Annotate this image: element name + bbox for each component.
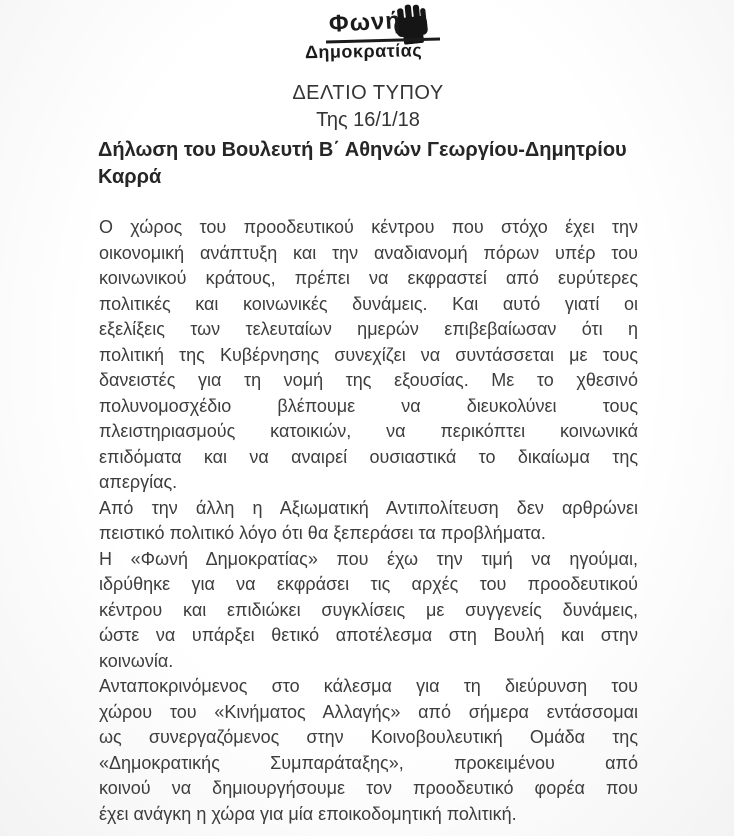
body-text-line: «Δημοκρατικής Συμπαράταξης», προκειμένου από [99, 752, 638, 773]
body-text-line: πλειστηριασμούς κατοικιών, να περικόπτει κοινωνικά [99, 421, 638, 441]
body-text-line: ώστε να υπάρξει θετικό αποτέλεσμα στη Βουλή και στην [99, 625, 638, 645]
body-text-line: απεργίας. [99, 472, 178, 492]
body-text-line: πολιτική της Κυβέρνησης συνεχίζει να συντάσσεται με τους [99, 344, 638, 365]
body-text-line: Ο χώρος του προοδευτικού κέντρου που στόχο έχει την [99, 217, 638, 237]
body-text-line: Η «Φωνή Δημοκρατίας» που έχω την τιμή να ηγούμαι, [99, 548, 638, 569]
body-text-line: Ανταποκρινόμενος στο κάλεσμα για τη διεύρυνση του [99, 676, 638, 696]
body-text-line: Από την άλλη η Αξιωματική Αντιπολίτευση δεν αρθρώνει [99, 497, 638, 518]
paragraph [99, 496, 638, 547]
paragraph [99, 674, 638, 827]
body-text-line: δανειστές για τη νομή της εξουσίας. Με το χθεσινό [99, 370, 638, 390]
party-logo [304, 2, 445, 63]
body-text-line: χώρου του «Κινήματος Αλλαγής» από σήμερα εντάσσομαι [99, 701, 638, 722]
body-text-line: κοινωνικού κράτους, πρέπει να εκφραστεί από ευρύτερες [99, 268, 638, 288]
body-text-line: έχει ανάγκη η χώρα για μία εποικοδομητική πολιτική. [99, 803, 517, 824]
logo-text-dimokratias: Δημοκρατίας [304, 40, 423, 63]
date-line: Της 16/1/18 [316, 109, 420, 131]
body-text-line: ως συνεργαζόμενος στην Κοινοβουλευτική Ομάδα της [99, 727, 638, 747]
body-text-line: πολυνομοσχέδιο βλέπουμε να διευκολύνει τους [99, 395, 638, 416]
document-type-heading: ΔΕΛΤΙΟ ΤΥΠΟΥ [292, 82, 444, 104]
body-text-line: επιδόματα και να αναιρεί ουσιαστικά το δικαίωμα της [99, 446, 638, 467]
statement-title-line2: Καρρά [98, 166, 162, 188]
body-text-line: ιδρύθηκε για να εκφράσει τις αρχές του προοδευτικού [99, 574, 638, 594]
body-text-line: πειστικό πολιτικό λόγο ότι θα ξεπεράσει τα προβλήματα. [99, 523, 546, 543]
statement-title-line1: Δήλωση του Βουλευτή Β΄ Αθηνών Γεωργίου-Δημητρίου [98, 139, 627, 161]
logo-text-foni: Φωνή [328, 7, 402, 38]
body-text-line: εξελίξεις των τελευταίων ημερών επιβεβαίωσαν ότι η [99, 319, 638, 339]
paragraph [99, 547, 638, 675]
statement-title [98, 137, 638, 191]
body-text-line: πολιτικές και κοινωνικές δυνάμεις. Και αυτό γιατί οι [99, 293, 638, 314]
body-text-line: κοινού να δημιουργήσουμε τον προοδευτικό φορέα που [99, 778, 638, 798]
document-header [98, 79, 638, 191]
body-text-line: οικονομική ανάπτυξη και την αναδιανομή πόρων υπέρ του [99, 242, 638, 263]
statement-body [99, 215, 638, 827]
body-text-line: κέντρου και επιδιώκει συγκλίσεις με συγγενείς δυνάμεις, [99, 599, 638, 620]
body-text-line: κοινωνία. [99, 650, 174, 671]
paragraph [99, 215, 638, 496]
